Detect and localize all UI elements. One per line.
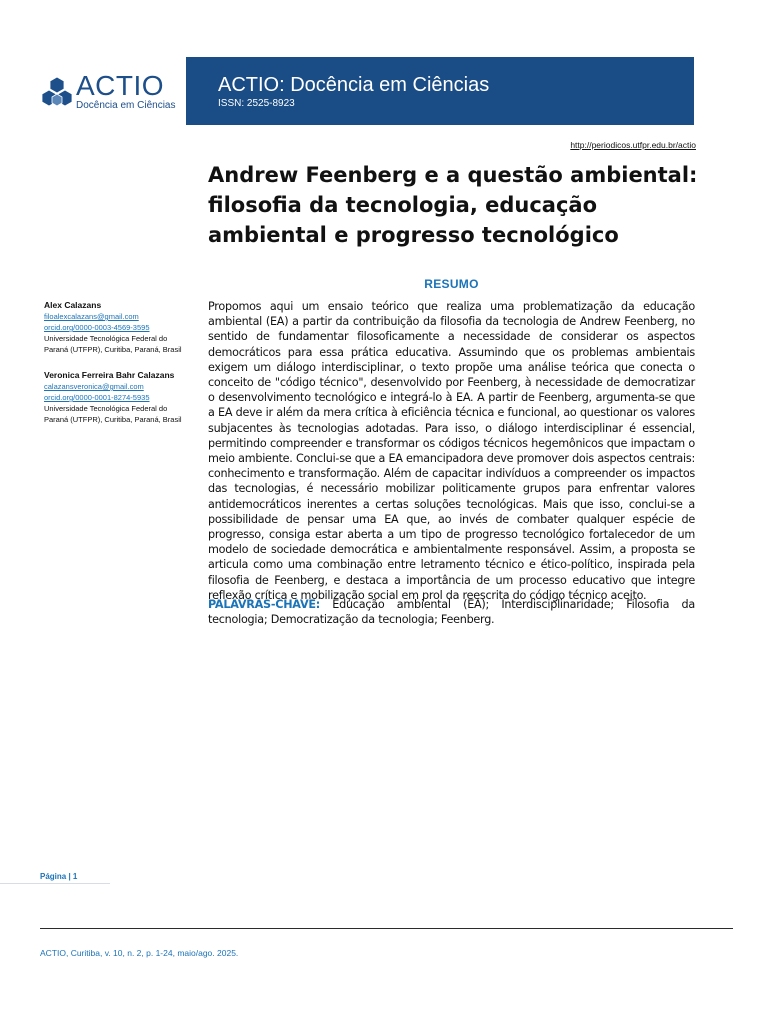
author-affiliation: Universidade Tecnológica Federal do Paraná (UTFPR), Curitiba, Paraná, Brasil: [44, 334, 182, 354]
footer-citation: ACTIO, Curitiba, v. 10, n. 2, p. 1-24, maio/ago. 2025.: [40, 948, 239, 958]
author-name: Veronica Ferreira Bahr Calazans: [44, 370, 175, 380]
journal-logo[interactable]: [40, 72, 180, 112]
author-email-link[interactable]: calazansveronica@gmail.com: [44, 382, 144, 391]
author-block: [44, 299, 189, 355]
logo-wordmark: ACTIO: [76, 70, 165, 101]
author-orcid-link[interactable]: orcid.org/0000-0003-4569-3595: [44, 323, 150, 332]
keywords-label: PALAVRAS-CHAVE:: [208, 598, 320, 611]
page-divider: [0, 883, 110, 884]
author-name: Alex Calazans: [44, 300, 102, 310]
abstract-heading: RESUMO: [424, 277, 479, 291]
hexagon-cubes-icon: [40, 76, 74, 110]
keywords-list: Educação ambiental (EA); Interdisciplinaridade; Filosofia da tecnologia; Democratização da tecnologia; Feenberg.: [208, 598, 695, 627]
author-list: [44, 299, 189, 439]
article-title: Andrew Feenberg e a questão ambiental: filosofia da tecnologia, educação ambiental e progresso tecnológico: [208, 163, 698, 247]
abstract-text: Propomos aqui um ensaio teórico que realiza uma problematização da educação ambiental (EA) a partir da contribuição da filosofia da tecnologia de Andrew Feenberg, no sentido de fundamentar filosoficamente a necessidade de considerar os aspectos democráticos para essa prática educativa. Assumindo que os problemas ambientais exigem um diálogo interdisciplinar, o texto propõe uma análise teórica que conecta o conceito de "código técnico", desenvolvido por Feenberg, à necessidade de democratizar o desenvolvimento tecnológico e integrá-lo à EA. A partir de Feenberg, argumenta-se que a EA deve ir além da mera crítica à eficiência técnica e funcional, ao questionar os valores subjacentes às tecnologias adotadas. Para isso, o diálogo interdisciplinar é essencial, permitindo compreender e transformar os códigos técnicos hegemônicos que impactam o meio ambiente. Conclui-se que a EA emancipadora deve promover dois aspectos centrais: conhecimento e transformação. Além de capacitar indivíduos a compreender os impactos das tecnologias, é necessário mobilizar politicamente grupos para enfrentar valores antidemocráticos inerentes a certas soluções tecnológicas. Mais que isso, conclui-se a possibilidade de pensar uma EA que, ao invés de combater qualquer espécie de progresso, consiga estar aberta a um tipo de progresso tecnológico fortalecedor de um modelo de sociedade democrática e ambientalmente responsável. Assim, a proposta se articula como uma combinação entre letramento técnico e ético-político, inspirada pela filosofia de Feenberg, e destaca a importância de um processo educativo que integre reflexão crítica e mobilização social em prol da reescrita do código técnico aceito.: [208, 300, 695, 602]
page-number: Página | 1: [40, 872, 78, 881]
author-email-link[interactable]: filoalexcalazans@gmail.com: [44, 312, 139, 321]
issn: ISSN: 2525-8923: [218, 98, 295, 109]
author-orcid-link[interactable]: orcid.org/0000-0001-8274-5935: [44, 393, 150, 402]
logo-subtitle: Docência em Ciências: [76, 100, 176, 111]
footer-divider: [40, 928, 733, 929]
author-affiliation: Universidade Tecnológica Federal do Paraná (UTFPR), Curitiba, Paraná, Brasil: [44, 404, 182, 424]
keywords: [208, 597, 695, 627]
journal-url-link[interactable]: http://periodicos.utfpr.edu.br/actio: [570, 140, 696, 150]
author-block: [44, 369, 189, 425]
journal-banner: [186, 57, 694, 125]
banner-title: ACTIO: Docência em Ciências: [218, 74, 490, 96]
